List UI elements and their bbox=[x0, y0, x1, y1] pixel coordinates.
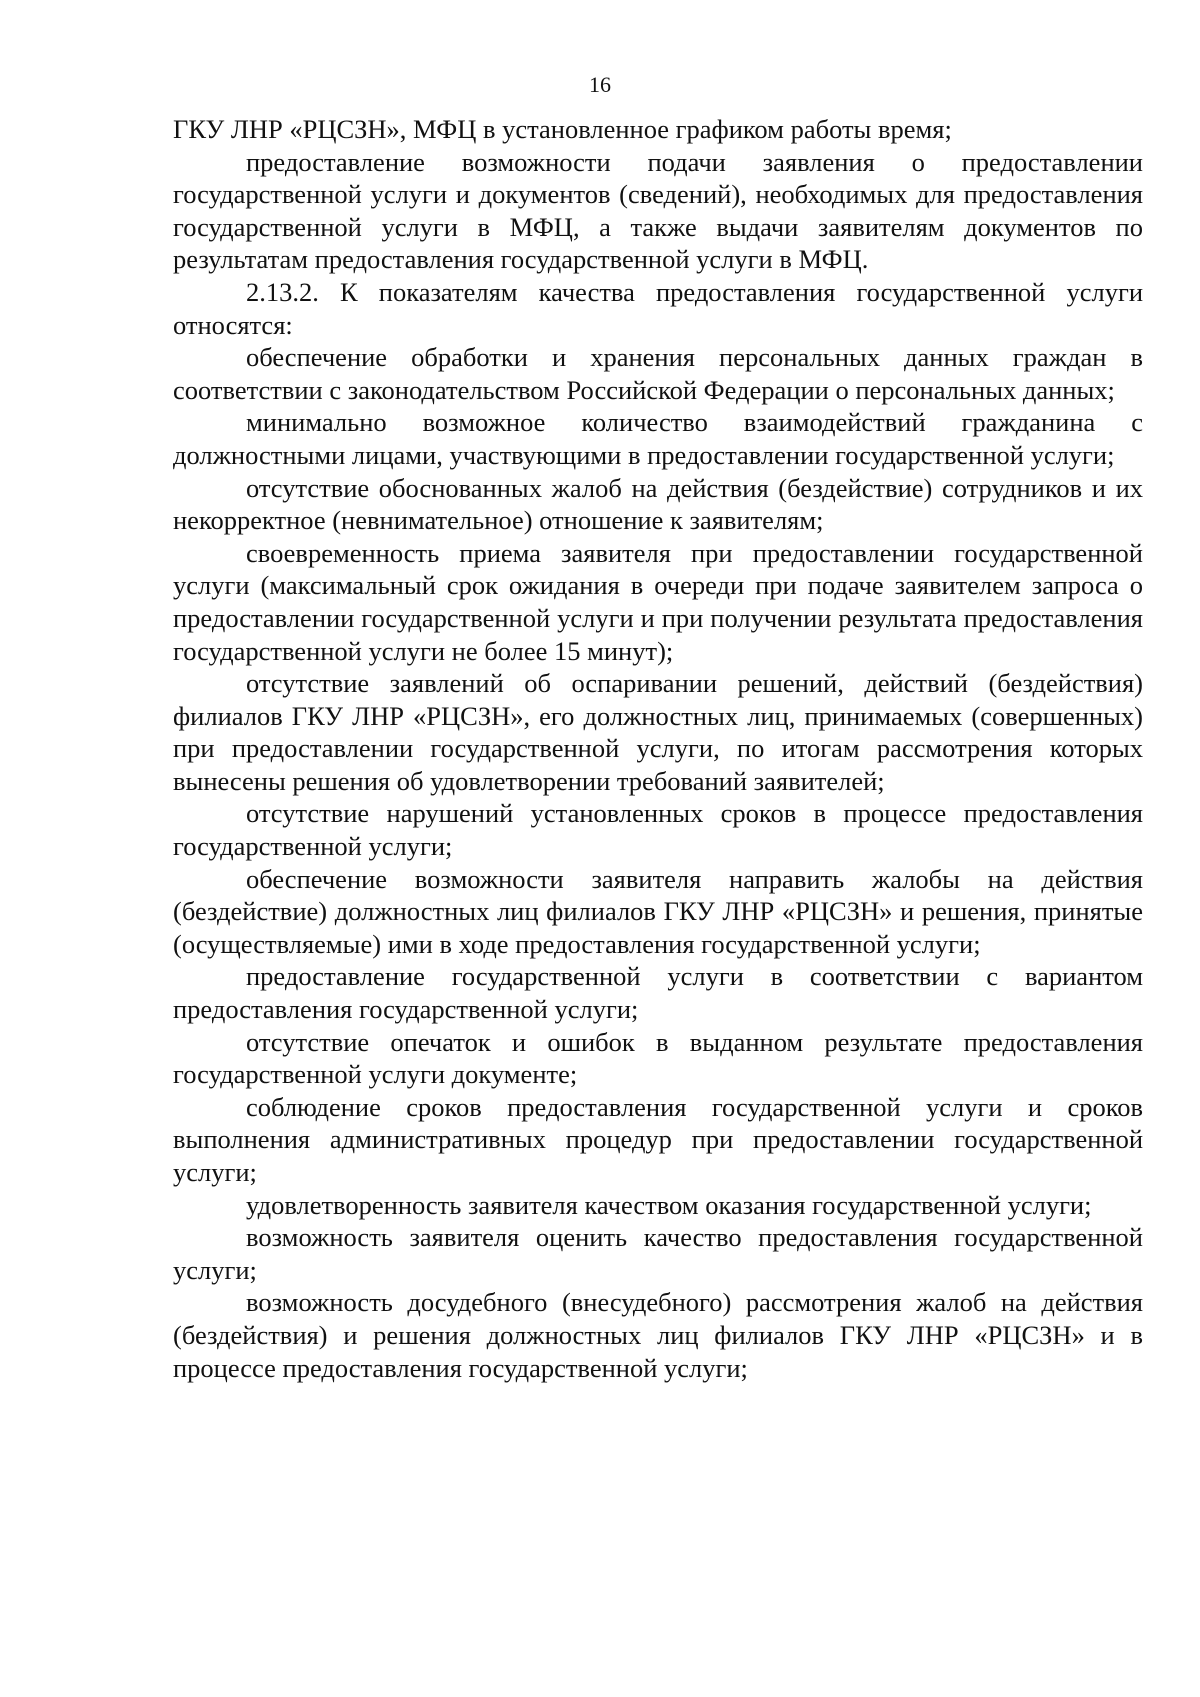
paragraph: предоставление возможности подачи заявления о предоставлении государственной услуги и документов (сведений), необходимых для предоставления государственной услуги в МФЦ, а также выдачи заявителям документов по результатам предоставления государственной услуги в МФЦ. bbox=[173, 146, 1143, 275]
page-number: 16 bbox=[589, 72, 611, 97]
paragraph: соблюдение сроков предоставления государственной услуги и сроков выполнения административных процедур при предоставлении государственной услуги; bbox=[173, 1091, 1143, 1187]
paragraph: возможность заявителя оценить качество предоставления государственной услуги; bbox=[173, 1222, 1143, 1285]
paragraph: отсутствие опечаток и ошибок в выданном результате предоставления государственной услуги документе; bbox=[173, 1026, 1143, 1090]
document-body bbox=[173, 113, 1143, 1384]
paragraph: обеспечение возможности заявителя направить жалобы на действия (бездействие) должностных лиц филиалов ГКУ ЛНР «РЦСЗН» и решения, принятые (осуществляемые) ими в ходе предоставления государственной услуги; bbox=[173, 863, 1143, 959]
paragraph: предоставление государственной услуги в соответствии с вариантом предоставления государственной услуги; bbox=[173, 961, 1143, 1025]
section-heading-2-13-2: 2.13.2. К показателям качества предоставления государственной услуги относятся: bbox=[173, 276, 1143, 340]
paragraph: отсутствие обоснованных жалоб на действия (бездействие) сотрудников и их некорректное (невнимательное) отношение к заявителям; bbox=[173, 472, 1143, 536]
paragraph: минимально возможное количество взаимодействий гражданина с должностными лицами, участвующими в предоставлении государственной услуги; bbox=[173, 407, 1143, 470]
paragraph: отсутствие заявлений об оспаривании решений, действий (бездействия) филиалов ГКУ ЛНР «РЦСЗН», его должностных лиц, принимаемых (совершенных) при предоставлении государственной услуги, по итогам рассмотрения которых вынесены решения об удовлетворении требований заявителей; bbox=[173, 668, 1143, 796]
paragraph: обеспечение обработки и хранения персональных данных граждан в соответствии с законодательством Российской Федерации о персональных данных; bbox=[173, 342, 1143, 405]
paragraph: отсутствие нарушений установленных сроков в процессе предоставления государственной услуги; bbox=[173, 798, 1143, 862]
paragraph-continuation: ГКУ ЛНР «РЦСЗН», МФЦ в установленное графиком работы время; bbox=[173, 114, 952, 144]
paragraph: удовлетворенность заявителя качеством оказания государственной услуги; bbox=[246, 1189, 1092, 1220]
paragraph: своевременность приема заявителя при предоставлении государственной услуги (максимальный срок ожидания в очереди при подаче заявителем запроса о предоставлении государственной услуги и при получении результата предоставления государственной услуги не более 15 минут); bbox=[173, 537, 1143, 666]
paragraph: возможность досудебного (внесудебного) рассмотрения жалоб на действия (бездействия) и решения должностных лиц филиалов ГКУ ЛНР «РЦСЗН» и в процессе предоставления государственной услуги; bbox=[173, 1287, 1143, 1383]
